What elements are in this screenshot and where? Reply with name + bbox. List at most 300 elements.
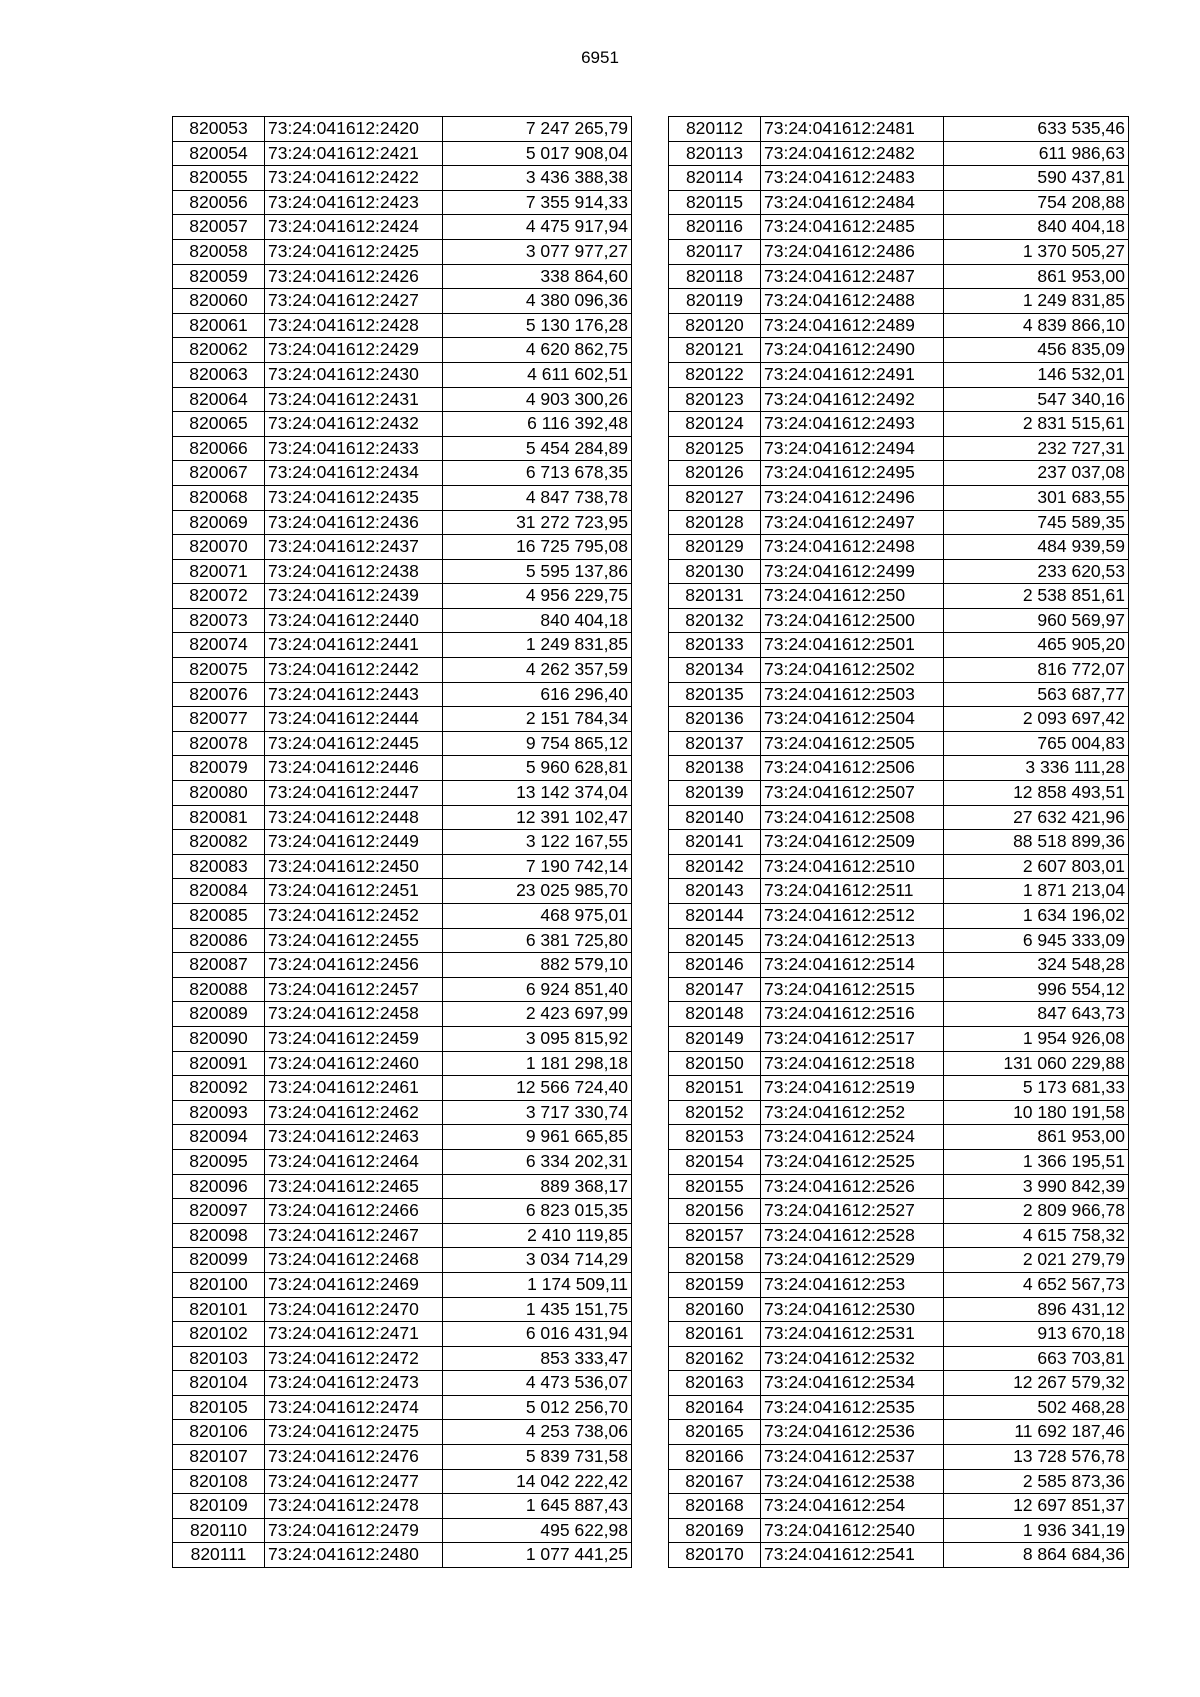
table-row xyxy=(173,1297,632,1322)
cadastral-number-cell: 73:24:041612:2512 xyxy=(761,904,944,929)
cadastral-number-cell: 73:24:041612:2424 xyxy=(265,215,443,240)
cadastral-number-cell: 73:24:041612:2459 xyxy=(265,1026,443,1051)
table-row xyxy=(173,977,632,1002)
table-row xyxy=(173,633,632,658)
table-row xyxy=(173,1174,632,1199)
value-cell: 232 727,31 xyxy=(944,436,1129,461)
table-row xyxy=(669,362,1129,387)
table-row xyxy=(669,1272,1129,1297)
record-number-cell: 820104 xyxy=(173,1371,265,1396)
record-number-cell: 820158 xyxy=(669,1248,761,1273)
cadastral-number-cell: 73:24:041612:2456 xyxy=(265,953,443,978)
cadastral-number-cell: 73:24:041612:2479 xyxy=(265,1518,443,1543)
table-row xyxy=(173,904,632,929)
value-cell: 324 548,28 xyxy=(944,953,1129,978)
cadastral-number-cell: 73:24:041612:2473 xyxy=(265,1371,443,1396)
value-cell: 11 692 187,46 xyxy=(944,1420,1129,1445)
table-row xyxy=(669,781,1129,806)
table-row xyxy=(669,1248,1129,1273)
value-cell: 5 017 908,04 xyxy=(443,141,632,166)
table-row xyxy=(669,1543,1129,1568)
value-cell: 3 990 842,39 xyxy=(944,1174,1129,1199)
value-cell: 4 956 229,75 xyxy=(443,584,632,609)
record-number-cell: 820078 xyxy=(173,731,265,756)
value-cell: 2 607 803,01 xyxy=(944,854,1129,879)
record-number-cell: 820112 xyxy=(669,117,761,142)
table-row xyxy=(173,264,632,289)
value-cell: 2 151 784,34 xyxy=(443,707,632,732)
cadastral-number-cell: 73:24:041612:250 xyxy=(761,584,944,609)
table-row xyxy=(173,117,632,142)
cadastral-number-cell: 73:24:041612:2455 xyxy=(265,928,443,953)
value-cell: 5 130 176,28 xyxy=(443,313,632,338)
value-cell: 10 180 191,58 xyxy=(944,1100,1129,1125)
value-cell: 12 858 493,51 xyxy=(944,781,1129,806)
cadastral-number-cell: 73:24:041612:2464 xyxy=(265,1149,443,1174)
table-row xyxy=(173,338,632,363)
table-row xyxy=(669,1346,1129,1371)
cadastral-number-cell: 73:24:041612:2496 xyxy=(761,485,944,510)
record-number-cell: 820156 xyxy=(669,1199,761,1224)
cadastral-number-cell: 73:24:041612:2509 xyxy=(761,830,944,855)
table-row xyxy=(173,879,632,904)
table-row xyxy=(173,1346,632,1371)
cadastral-number-cell: 73:24:041612:2471 xyxy=(265,1322,443,1347)
record-number-cell: 820088 xyxy=(173,977,265,1002)
record-number-cell: 820163 xyxy=(669,1371,761,1396)
table-row xyxy=(173,830,632,855)
record-number-cell: 820081 xyxy=(173,805,265,830)
record-number-cell: 820098 xyxy=(173,1223,265,1248)
table-row xyxy=(173,1469,632,1494)
value-cell: 840 404,18 xyxy=(443,608,632,633)
record-number-cell: 820128 xyxy=(669,510,761,535)
value-cell: 1 645 887,43 xyxy=(443,1494,632,1519)
value-cell: 1 634 196,02 xyxy=(944,904,1129,929)
value-cell: 237 037,08 xyxy=(944,461,1129,486)
table-row xyxy=(669,854,1129,879)
value-cell: 146 532,01 xyxy=(944,362,1129,387)
table-row xyxy=(173,1002,632,1027)
value-cell: 745 589,35 xyxy=(944,510,1129,535)
cadastral-number-cell: 73:24:041612:2541 xyxy=(761,1543,944,1568)
record-number-cell: 820053 xyxy=(173,117,265,142)
value-cell: 4 473 536,07 xyxy=(443,1371,632,1396)
cadastral-number-cell: 73:24:041612:2485 xyxy=(761,215,944,240)
record-number-cell: 820136 xyxy=(669,707,761,732)
record-number-cell: 820110 xyxy=(173,1518,265,1543)
table-row xyxy=(173,166,632,191)
right-table xyxy=(668,116,1129,1568)
cadastral-number-cell: 73:24:041612:2475 xyxy=(265,1420,443,1445)
record-number-cell: 820092 xyxy=(173,1076,265,1101)
cadastral-number-cell: 73:24:041612:2482 xyxy=(761,141,944,166)
cadastral-number-cell: 73:24:041612:2428 xyxy=(265,313,443,338)
record-number-cell: 820089 xyxy=(173,1002,265,1027)
value-cell: 6 924 851,40 xyxy=(443,977,632,1002)
record-number-cell: 820073 xyxy=(173,608,265,633)
cadastral-number-cell: 73:24:041612:2507 xyxy=(761,781,944,806)
value-cell: 5 595 137,86 xyxy=(443,559,632,584)
cadastral-number-cell: 73:24:041612:2470 xyxy=(265,1297,443,1322)
table-row xyxy=(669,1026,1129,1051)
cadastral-number-cell: 73:24:041612:2438 xyxy=(265,559,443,584)
record-number-cell: 820119 xyxy=(669,289,761,314)
cadastral-number-cell: 73:24:041612:2436 xyxy=(265,510,443,535)
table-row xyxy=(173,928,632,953)
table-row xyxy=(669,1445,1129,1470)
value-cell: 616 296,40 xyxy=(443,682,632,707)
value-cell: 2 831 515,61 xyxy=(944,412,1129,437)
table-row xyxy=(173,1026,632,1051)
value-cell: 5 960 628,81 xyxy=(443,756,632,781)
table-row xyxy=(669,1395,1129,1420)
value-cell: 1 370 505,27 xyxy=(944,239,1129,264)
cadastral-number-cell: 73:24:041612:2534 xyxy=(761,1371,944,1396)
value-cell: 8 864 684,36 xyxy=(944,1543,1129,1568)
table-row xyxy=(173,436,632,461)
table-row xyxy=(173,141,632,166)
cadastral-number-cell: 73:24:041612:2468 xyxy=(265,1248,443,1273)
table-row xyxy=(173,362,632,387)
cadastral-number-cell: 73:24:041612:2536 xyxy=(761,1420,944,1445)
table-row xyxy=(669,1174,1129,1199)
value-cell: 5 454 284,89 xyxy=(443,436,632,461)
record-number-cell: 820099 xyxy=(173,1248,265,1273)
cadastral-number-cell: 73:24:041612:2483 xyxy=(761,166,944,191)
record-number-cell: 820152 xyxy=(669,1100,761,1125)
table-row xyxy=(173,412,632,437)
table-row xyxy=(173,1371,632,1396)
table-row xyxy=(173,313,632,338)
value-cell: 3 122 167,55 xyxy=(443,830,632,855)
value-cell: 301 683,55 xyxy=(944,485,1129,510)
value-cell: 1 249 831,85 xyxy=(944,289,1129,314)
value-cell: 3 034 714,29 xyxy=(443,1248,632,1273)
cadastral-number-cell: 73:24:041612:2447 xyxy=(265,781,443,806)
record-number-cell: 820091 xyxy=(173,1051,265,1076)
record-number-cell: 820121 xyxy=(669,338,761,363)
table-row xyxy=(173,608,632,633)
cadastral-number-cell: 73:24:041612:2526 xyxy=(761,1174,944,1199)
table-row xyxy=(173,1248,632,1273)
record-number-cell: 820102 xyxy=(173,1322,265,1347)
table-row xyxy=(669,1002,1129,1027)
record-number-cell: 820133 xyxy=(669,633,761,658)
cadastral-number-cell: 73:24:041612:2445 xyxy=(265,731,443,756)
record-number-cell: 820155 xyxy=(669,1174,761,1199)
record-number-cell: 820165 xyxy=(669,1420,761,1445)
value-cell: 465 905,20 xyxy=(944,633,1129,658)
value-cell: 6 381 725,80 xyxy=(443,928,632,953)
value-cell: 896 431,12 xyxy=(944,1297,1129,1322)
value-cell: 2 538 851,61 xyxy=(944,584,1129,609)
cadastral-number-cell: 73:24:041612:2421 xyxy=(265,141,443,166)
cadastral-number-cell: 73:24:041612:2517 xyxy=(761,1026,944,1051)
record-number-cell: 820151 xyxy=(669,1076,761,1101)
record-number-cell: 820055 xyxy=(173,166,265,191)
cadastral-number-cell: 73:24:041612:2488 xyxy=(761,289,944,314)
value-cell: 754 208,88 xyxy=(944,190,1129,215)
value-cell: 4 262 357,59 xyxy=(443,658,632,683)
value-cell: 6 823 015,35 xyxy=(443,1199,632,1224)
value-cell: 9 754 865,12 xyxy=(443,731,632,756)
cadastral-number-cell: 73:24:041612:2431 xyxy=(265,387,443,412)
cadastral-number-cell: 73:24:041612:2446 xyxy=(265,756,443,781)
value-cell: 6 116 392,48 xyxy=(443,412,632,437)
value-cell: 4 253 738,06 xyxy=(443,1420,632,1445)
value-cell: 23 025 985,70 xyxy=(443,879,632,904)
record-number-cell: 820138 xyxy=(669,756,761,781)
value-cell: 5 839 731,58 xyxy=(443,1445,632,1470)
record-number-cell: 820061 xyxy=(173,313,265,338)
cadastral-number-cell: 73:24:041612:2505 xyxy=(761,731,944,756)
table-row xyxy=(173,1076,632,1101)
value-cell: 1 954 926,08 xyxy=(944,1026,1129,1051)
table-row xyxy=(173,1518,632,1543)
table-row xyxy=(669,559,1129,584)
value-cell: 4 847 738,78 xyxy=(443,485,632,510)
cadastral-number-cell: 73:24:041612:2439 xyxy=(265,584,443,609)
cadastral-number-cell: 73:24:041612:2499 xyxy=(761,559,944,584)
record-number-cell: 820145 xyxy=(669,928,761,953)
table-row xyxy=(173,1494,632,1519)
record-number-cell: 820093 xyxy=(173,1100,265,1125)
cadastral-number-cell: 73:24:041612:2469 xyxy=(265,1272,443,1297)
value-cell: 853 333,47 xyxy=(443,1346,632,1371)
cadastral-number-cell: 73:24:041612:2530 xyxy=(761,1297,944,1322)
value-cell: 2 585 873,36 xyxy=(944,1469,1129,1494)
record-number-cell: 820054 xyxy=(173,141,265,166)
cadastral-number-cell: 73:24:041612:2490 xyxy=(761,338,944,363)
cadastral-number-cell: 73:24:041612:2429 xyxy=(265,338,443,363)
cadastral-number-cell: 73:24:041612:2535 xyxy=(761,1395,944,1420)
table-row xyxy=(669,535,1129,560)
cadastral-number-cell: 73:24:041612:2518 xyxy=(761,1051,944,1076)
table-row xyxy=(669,879,1129,904)
table-row xyxy=(669,584,1129,609)
cadastral-number-cell: 73:24:041612:2451 xyxy=(265,879,443,904)
cadastral-number-cell: 73:24:041612:2465 xyxy=(265,1174,443,1199)
record-number-cell: 820114 xyxy=(669,166,761,191)
value-cell: 1 181 298,18 xyxy=(443,1051,632,1076)
cadastral-number-cell: 73:24:041612:2529 xyxy=(761,1248,944,1273)
page-number: 6951 xyxy=(581,48,619,67)
record-number-cell: 820080 xyxy=(173,781,265,806)
value-cell: 840 404,18 xyxy=(944,215,1129,240)
cadastral-number-cell: 73:24:041612:2516 xyxy=(761,1002,944,1027)
cadastral-number-cell: 73:24:041612:2462 xyxy=(265,1100,443,1125)
record-number-cell: 820100 xyxy=(173,1272,265,1297)
record-number-cell: 820062 xyxy=(173,338,265,363)
value-cell: 131 060 229,88 xyxy=(944,1051,1129,1076)
table-row xyxy=(669,830,1129,855)
record-number-cell: 820117 xyxy=(669,239,761,264)
record-number-cell: 820067 xyxy=(173,461,265,486)
table-row xyxy=(669,166,1129,191)
table-row xyxy=(173,756,632,781)
cadastral-number-cell: 73:24:041612:2426 xyxy=(265,264,443,289)
table-row xyxy=(173,584,632,609)
record-number-cell: 820132 xyxy=(669,608,761,633)
cadastral-number-cell: 73:24:041612:2508 xyxy=(761,805,944,830)
record-number-cell: 820130 xyxy=(669,559,761,584)
record-number-cell: 820139 xyxy=(669,781,761,806)
record-number-cell: 820097 xyxy=(173,1199,265,1224)
cadastral-number-cell: 73:24:041612:2531 xyxy=(761,1322,944,1347)
record-number-cell: 820060 xyxy=(173,289,265,314)
cadastral-number-cell: 73:24:041612:2425 xyxy=(265,239,443,264)
record-number-cell: 820059 xyxy=(173,264,265,289)
value-cell: 3 717 330,74 xyxy=(443,1100,632,1125)
record-number-cell: 820144 xyxy=(669,904,761,929)
record-number-cell: 820109 xyxy=(173,1494,265,1519)
record-number-cell: 820137 xyxy=(669,731,761,756)
value-cell: 4 903 300,26 xyxy=(443,387,632,412)
record-number-cell: 820141 xyxy=(669,830,761,855)
record-number-cell: 820106 xyxy=(173,1420,265,1445)
cadastral-number-cell: 73:24:041612:2476 xyxy=(265,1445,443,1470)
record-number-cell: 820072 xyxy=(173,584,265,609)
record-number-cell: 820150 xyxy=(669,1051,761,1076)
cadastral-number-cell: 73:24:041612:2448 xyxy=(265,805,443,830)
cadastral-number-cell: 73:24:041612:2504 xyxy=(761,707,944,732)
record-number-cell: 820154 xyxy=(669,1149,761,1174)
value-cell: 1 871 213,04 xyxy=(944,879,1129,904)
record-number-cell: 820146 xyxy=(669,953,761,978)
record-number-cell: 820111 xyxy=(173,1543,265,1568)
table-row xyxy=(669,510,1129,535)
value-cell: 14 042 222,42 xyxy=(443,1469,632,1494)
record-number-cell: 820087 xyxy=(173,953,265,978)
table-row xyxy=(669,1469,1129,1494)
record-number-cell: 820134 xyxy=(669,658,761,683)
record-number-cell: 820064 xyxy=(173,387,265,412)
record-number-cell: 820077 xyxy=(173,707,265,732)
table-row xyxy=(669,1322,1129,1347)
value-cell: 816 772,07 xyxy=(944,658,1129,683)
record-number-cell: 820103 xyxy=(173,1346,265,1371)
record-number-cell: 820123 xyxy=(669,387,761,412)
table-row xyxy=(173,559,632,584)
record-number-cell: 820116 xyxy=(669,215,761,240)
table-row xyxy=(173,682,632,707)
table-row xyxy=(669,904,1129,929)
table-row xyxy=(173,535,632,560)
table-row xyxy=(669,1149,1129,1174)
record-number-cell: 820090 xyxy=(173,1026,265,1051)
value-cell: 6 016 431,94 xyxy=(443,1322,632,1347)
cadastral-number-cell: 73:24:041612:2511 xyxy=(761,879,944,904)
value-cell: 2 093 697,42 xyxy=(944,707,1129,732)
table-row xyxy=(669,977,1129,1002)
record-number-cell: 820147 xyxy=(669,977,761,1002)
value-cell: 13 142 374,04 xyxy=(443,781,632,806)
table-row xyxy=(669,117,1129,142)
table-row xyxy=(669,731,1129,756)
left-table xyxy=(172,116,632,1568)
record-number-cell: 820056 xyxy=(173,190,265,215)
record-number-cell: 820066 xyxy=(173,436,265,461)
value-cell: 3 336 111,28 xyxy=(944,756,1129,781)
cadastral-number-cell: 73:24:041612:2423 xyxy=(265,190,443,215)
cadastral-number-cell: 73:24:041612:2460 xyxy=(265,1051,443,1076)
cadastral-number-cell: 73:24:041612:2463 xyxy=(265,1125,443,1150)
table-row xyxy=(173,1322,632,1347)
table-row xyxy=(173,1395,632,1420)
record-number-cell: 820129 xyxy=(669,535,761,560)
cadastral-number-cell: 73:24:041612:252 xyxy=(761,1100,944,1125)
table-row xyxy=(173,658,632,683)
cadastral-number-cell: 73:24:041612:2457 xyxy=(265,977,443,1002)
value-cell: 2 021 279,79 xyxy=(944,1248,1129,1273)
table-row xyxy=(669,756,1129,781)
record-number-cell: 820122 xyxy=(669,362,761,387)
cadastral-number-cell: 73:24:041612:2442 xyxy=(265,658,443,683)
table-row xyxy=(669,1199,1129,1224)
table-row xyxy=(669,461,1129,486)
record-number-cell: 820057 xyxy=(173,215,265,240)
value-cell: 1 249 831,85 xyxy=(443,633,632,658)
cadastral-number-cell: 73:24:041612:2525 xyxy=(761,1149,944,1174)
cadastral-number-cell: 73:24:041612:2472 xyxy=(265,1346,443,1371)
cadastral-number-cell: 73:24:041612:2443 xyxy=(265,682,443,707)
record-number-cell: 820140 xyxy=(669,805,761,830)
table-row xyxy=(669,805,1129,830)
record-number-cell: 820167 xyxy=(669,1469,761,1494)
record-number-cell: 820069 xyxy=(173,510,265,535)
cadastral-number-cell: 73:24:041612:2515 xyxy=(761,977,944,1002)
record-number-cell: 820079 xyxy=(173,756,265,781)
cadastral-number-cell: 73:24:041612:2486 xyxy=(761,239,944,264)
table-row xyxy=(669,313,1129,338)
cadastral-number-cell: 73:24:041612:2498 xyxy=(761,535,944,560)
record-number-cell: 820168 xyxy=(669,1494,761,1519)
record-number-cell: 820105 xyxy=(173,1395,265,1420)
table-row xyxy=(669,1223,1129,1248)
record-number-cell: 820063 xyxy=(173,362,265,387)
record-number-cell: 820161 xyxy=(669,1322,761,1347)
cadastral-number-cell: 73:24:041612:2420 xyxy=(265,117,443,142)
table-row xyxy=(669,436,1129,461)
record-number-cell: 820126 xyxy=(669,461,761,486)
table-row xyxy=(173,1149,632,1174)
value-cell: 12 697 851,37 xyxy=(944,1494,1129,1519)
table-row xyxy=(173,1100,632,1125)
cadastral-number-cell: 73:24:041612:2484 xyxy=(761,190,944,215)
cadastral-number-cell: 73:24:041612:2502 xyxy=(761,658,944,683)
table-row xyxy=(669,485,1129,510)
cadastral-number-cell: 73:24:041612:2422 xyxy=(265,166,443,191)
cadastral-number-cell: 73:24:041612:2437 xyxy=(265,535,443,560)
record-number-cell: 820127 xyxy=(669,485,761,510)
record-number-cell: 820159 xyxy=(669,1272,761,1297)
record-number-cell: 820083 xyxy=(173,854,265,879)
cadastral-number-cell: 73:24:041612:254 xyxy=(761,1494,944,1519)
value-cell: 4 380 096,36 xyxy=(443,289,632,314)
cadastral-number-cell: 73:24:041612:2478 xyxy=(265,1494,443,1519)
cadastral-number-cell: 73:24:041612:2489 xyxy=(761,313,944,338)
record-number-cell: 820135 xyxy=(669,682,761,707)
value-cell: 502 468,28 xyxy=(944,1395,1129,1420)
cadastral-number-cell: 73:24:041612:2467 xyxy=(265,1223,443,1248)
value-cell: 847 643,73 xyxy=(944,1002,1129,1027)
record-number-cell: 820070 xyxy=(173,535,265,560)
value-cell: 960 569,97 xyxy=(944,608,1129,633)
cadastral-number-cell: 73:24:041612:2506 xyxy=(761,756,944,781)
record-number-cell: 820131 xyxy=(669,584,761,609)
record-number-cell: 820143 xyxy=(669,879,761,904)
